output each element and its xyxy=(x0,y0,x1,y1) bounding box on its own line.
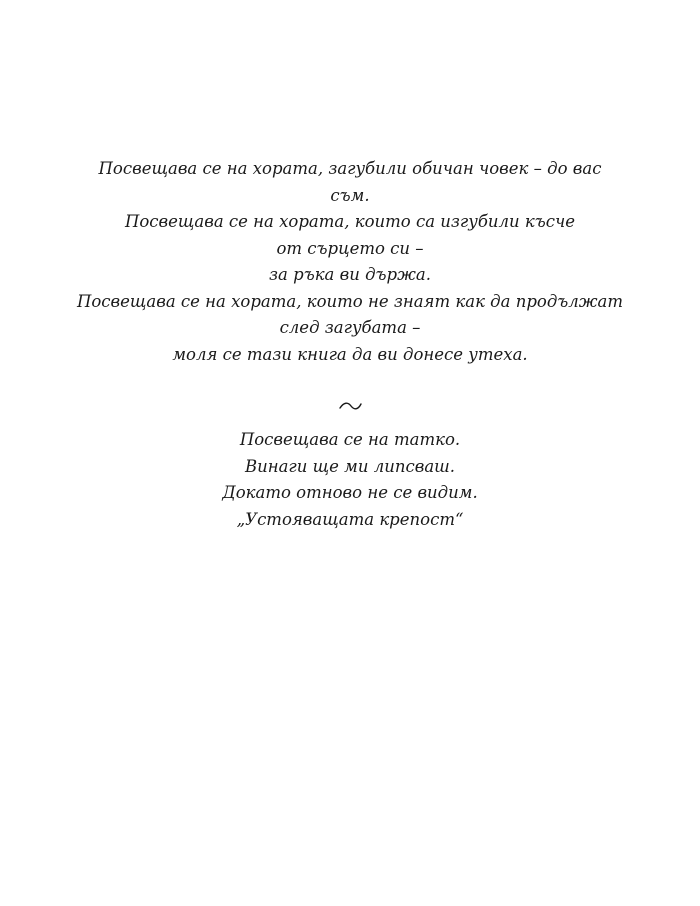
dedication-line: моля се тази книга да ви донесе утеха. xyxy=(172,344,528,364)
dedication-line: Посвещава се на татко. xyxy=(239,430,461,449)
tilde-swash-icon xyxy=(330,394,370,418)
dedication-father xyxy=(60,427,640,533)
book-title-quote: „Устояващата крепост“ xyxy=(236,509,464,529)
dedication-line: съм. xyxy=(330,185,370,205)
dedication-line: Винаги ще ми липсваш. xyxy=(244,456,456,476)
dedication-line: Посвещава се на хората, загубили обичан човек – до вас xyxy=(98,159,602,178)
dedication-line: за ръка ви държа. xyxy=(269,265,431,284)
dedication-main xyxy=(60,156,640,368)
dedication-line: Посвещава се на хората, които не знаят как да продължат xyxy=(76,291,624,311)
dedication-line: след загубата – xyxy=(279,318,421,337)
dedication-line: от сърцето си – xyxy=(276,238,424,258)
dedication-line: Посвещава се на хората, които са изгубили късче xyxy=(124,212,576,231)
dedication-line: Докато отново не се видим. xyxy=(222,483,478,502)
